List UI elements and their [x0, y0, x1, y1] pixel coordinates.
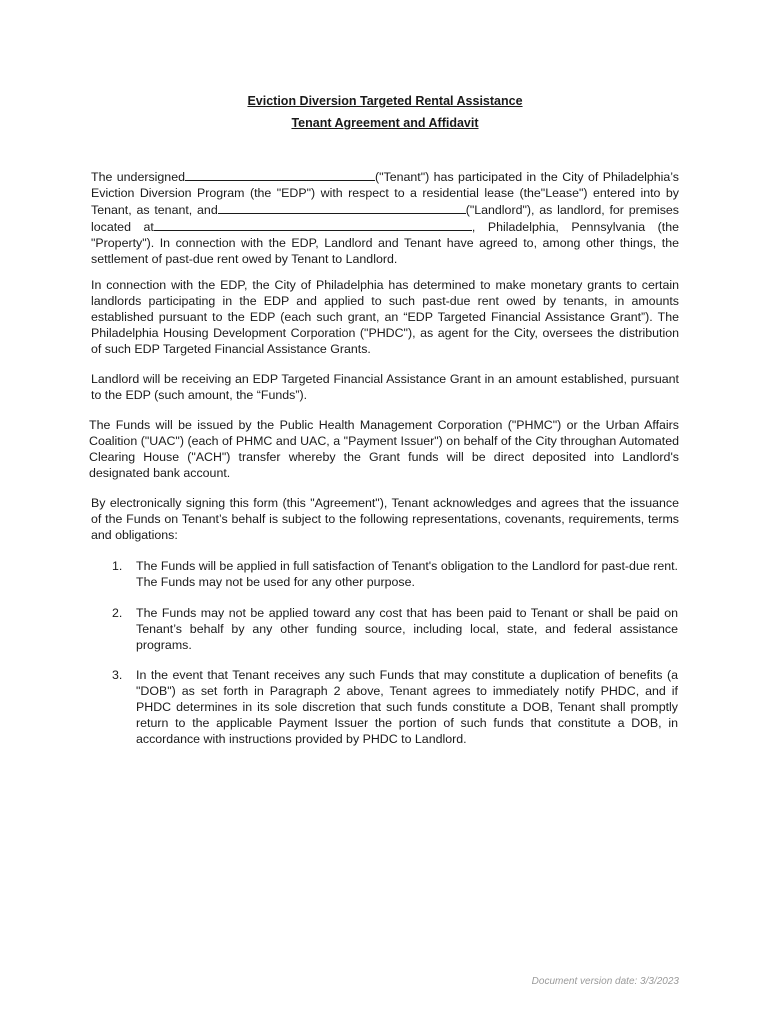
paragraph-funds: Landlord will be receiving an EDP Targeted Financial Assistance Grant in an amount established, pursuant to the EDP (such amount, the “Funds”). [91, 372, 679, 402]
list-item-text: The Funds will be applied in full satisfaction of Tenant's obligation to the Landlord for past-due rent. The Funds may not be used for any other purpose. [136, 559, 678, 589]
document-version-footer: Document version date: 3/3/2023 [531, 976, 679, 987]
document-subtitle: Tenant Agreement and Affidavit [291, 116, 479, 130]
paragraph-payment-issuer: The Funds will be issued by the Public Health Management Corporation ("PHMC") or the Urban Affairs Coalition ("UAC") (each of PHMC and UAC, a "Payment Issuer") on behalf of the City throughan Automated Clearing House ("ACH") transfer whereby the Grant funds will be direct deposited into Landlord's designated bank account. [89, 418, 679, 480]
list-item-text: In the event that Tenant receives any such Funds that may constitute a duplication of benefits (a "DOB") as set forth in Paragraph 2 above, Tenant agrees to immediately notify PHDC, and if PHDC determines in its sole discretion that such funds constitute a DOB, Tenant shall promptly return to the applicable Payment Issuer the portion of such funds that constitute a DOB, in accordance with instructions provided by PHDC to Landlord. [136, 668, 678, 746]
paragraph-grants: In connection with the EDP, the City of Philadelphia has determined to make monetary grants to certain landlords participating in the EDP and applied to such past-due rent owed by tenants, in amounts established pursuant to the EDP (each such grant, an “EDP Targeted Financial Assistance Grant”). The Philadelphia Housing Development Corporation ("PHDC"), as agent for the City, oversees the distribution of such EDP Targeted Financial Assistance Grants. [91, 278, 679, 356]
property-address-blank[interactable] [154, 218, 472, 231]
list-item-number: 1. [112, 559, 123, 573]
paragraph-text: , Philadelphia, Pennsylvania (the "Property"). In connection with the EDP, Landlord and Tenant have agreed to, among other things, the settlement of past-due rent owed by Tenant to Landlord. [91, 220, 680, 266]
document-title: Eviction Diversion Targeted Rental Assistance [247, 94, 523, 108]
list-item [112, 558, 678, 590]
tenant-name-blank[interactable] [185, 168, 375, 181]
paragraph-text: ("Tenant") has participated in the City of Philadelphia’s Eviction Diversion Program (the "EDP") with respect to a residential lease (the"Lease") entered into by Tenant, as tenant, and [91, 170, 679, 217]
paragraph-text: The undersigned [91, 170, 185, 184]
list-item-text: The Funds may not be applied toward any cost that has been paid to Tenant or shall be paid on Tenant’s behalf by any other funding source, including local, state, and federal assistance programs. [136, 606, 678, 652]
landlord-name-blank[interactable] [218, 201, 466, 214]
list-item-number: 2. [112, 606, 123, 620]
paragraph-acknowledgement: By electronically signing this form (this "Agreement"), Tenant acknowledges and agrees that the issuance of the Funds on Tenant’s behalf is subject to the following representations, covenants, requirements, terms and obligations: [91, 496, 679, 542]
list-item-number: 3. [112, 668, 123, 682]
list-item [112, 605, 678, 653]
paragraph-parties [91, 168, 679, 267]
paragraph-text: ("Landlord"), as landlord, for premises located at [91, 203, 680, 234]
list-item [112, 667, 678, 747]
